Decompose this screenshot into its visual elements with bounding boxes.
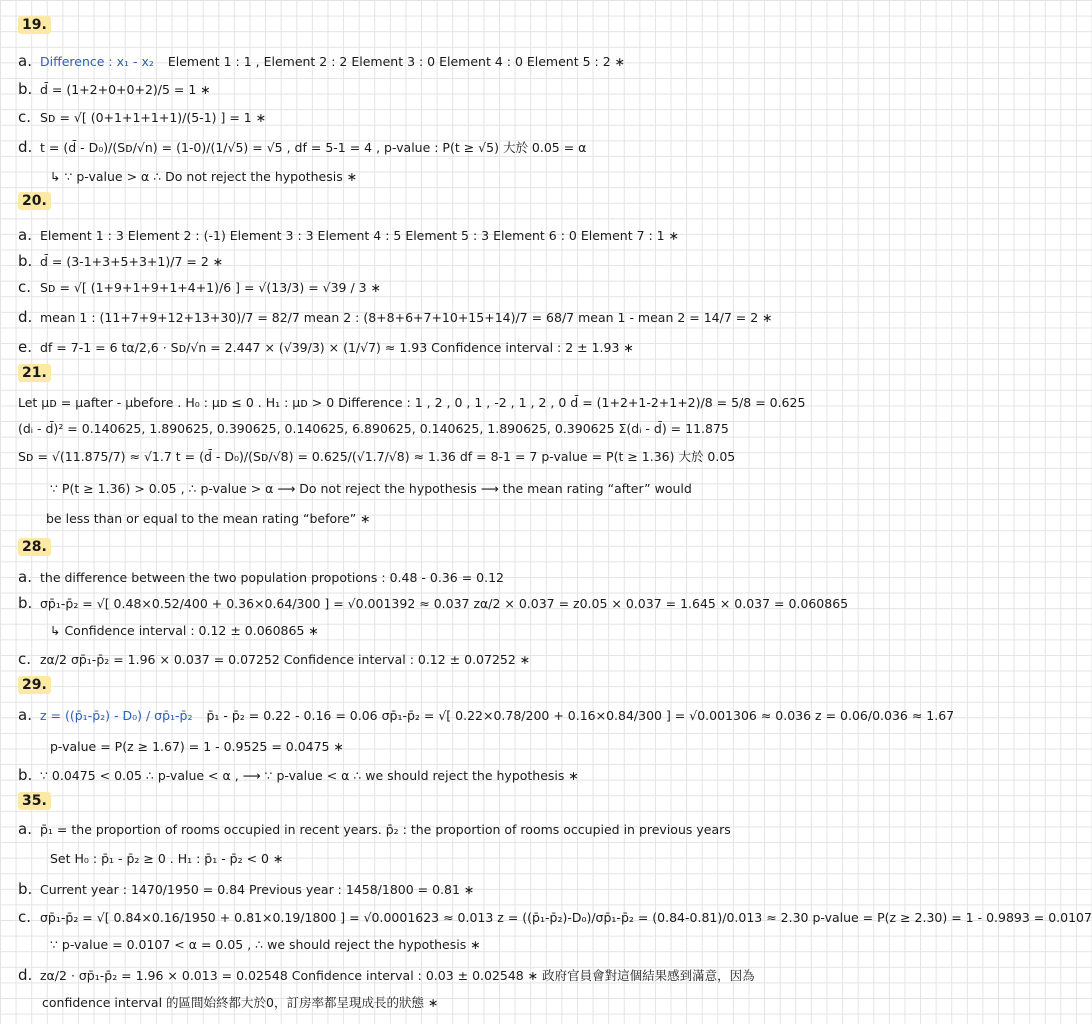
- q35-a-note: [18, 850, 762, 868]
- item-letter: c.: [18, 650, 32, 668]
- q28-a: [18, 568, 762, 587]
- q29-header: [18, 676, 762, 694]
- question-number: 35.: [18, 792, 51, 810]
- item-letter: c.: [18, 108, 32, 126]
- p-value-text: p-value = P(z ≥ 1.67) = 1 - 0.9525 = 0.0475 ∗: [50, 739, 344, 754]
- item-letter: c.: [18, 908, 32, 926]
- q28-b-note: [18, 622, 762, 640]
- item-letter: a.: [18, 52, 32, 70]
- q20-d: [18, 308, 773, 327]
- item-letter: a.: [18, 568, 32, 586]
- item-text: be less than or equal to the mean rating “before” ∗: [46, 511, 371, 526]
- item-text: Let μᴅ = μafter - μbefore . H₀ : μᴅ ≤ 0 . H₁ : μᴅ > 0 Difference : 1 , 2 , 0 , 1 , -2 , 1 , 2 , 0 d̄ = (1+2+1-2+1+2)/8 = 5/8 = 0.625: [18, 395, 806, 410]
- q28-header: [18, 538, 762, 556]
- q20-header: [18, 192, 762, 210]
- question-number: 28.: [18, 538, 51, 556]
- q21-line4: [18, 480, 762, 498]
- q35-d: [18, 966, 762, 985]
- item-letter: d.: [18, 138, 33, 156]
- hypothesis-text: Set H₀ : p̄₁ - p̄₂ ≥ 0 . H₁ : p̄₁ - p̄₂ < 0 ∗: [50, 851, 284, 866]
- q20-e: [18, 338, 762, 357]
- conclusion-text: confidence interval 的區間始終都大於0，訂房率都呈現成長的狀態 ∗: [42, 995, 439, 1010]
- q35-c: [18, 908, 1092, 927]
- difference-label: Difference : x₁ - x₂: [40, 54, 154, 69]
- item-letter: a.: [18, 226, 32, 244]
- item-text: Sᴅ = √(11.875/7) ≈ √1.7 t = (d̄ - D₀)/(Sᴅ/√8) = 0.625/(√1.7/√8) ≈ 1.36 df = 8-1 = 7 p-value = P(t ≥ 1.36) 大於 0.05: [18, 449, 736, 464]
- item-text: df = 7-1 = 6 tα/2,6 · Sᴅ/√n = 2.447 × (√39/3) × (1/√7) ≈ 1.93 Confidence interval : 2 ± 1.93 ∗: [40, 340, 634, 355]
- item-letter: d.: [18, 966, 33, 984]
- q35-a: [18, 820, 762, 839]
- question-number: 29.: [18, 676, 51, 694]
- item-text: d̄ = (3-1+3+5+3+1)/7 = 2 ∗: [40, 254, 224, 269]
- item-text: mean 1 : (11+7+9+12+13+30)/7 = 82/7 mean 2 : (8+8+6+7+10+15+14)/7 = 68/7 mean 1 - mean 2 = 14/7 = 2 ∗: [40, 310, 773, 325]
- q19-header: [18, 16, 762, 34]
- q35-c-note: [18, 936, 762, 954]
- item-letter: b.: [18, 766, 33, 784]
- q20-a: [18, 226, 762, 245]
- item-text: σp̄₁-p̄₂ = √[ 0.48×0.52/400 + 0.36×0.64/300 ] = √0.001392 ≈ 0.037 zα/2 × 0.037 = z0.05 × 0.037 = 1.645 × 0.037 = 0.060865: [40, 596, 849, 611]
- item-text: t = (d̄ - D₀)/(Sᴅ/√n) = (1-0)/(1/√5) = √5 , df = 5-1 = 4 , p-value : P(t ≥ √5) 大於 0.05 = α: [40, 140, 587, 155]
- q20-b: [18, 252, 762, 271]
- q19-c: [18, 108, 762, 127]
- item-letter: d.: [18, 308, 33, 326]
- question-number: 20.: [18, 192, 51, 210]
- q21-header: [18, 364, 762, 382]
- q21-line3: [18, 448, 762, 466]
- q19-a: [18, 52, 762, 71]
- q35-d-note: [42, 994, 762, 1012]
- item-text: ∵ 0.0475 < 0.05 ∴ p-value < α , ⟶ ∵ p-value < α ∴ we should reject the hypothesis ∗: [40, 768, 579, 783]
- item-text: p̄₁ - p̄₂ = 0.22 - 0.16 = 0.06 σp̄₁-p̄₂ = √[ 0.22×0.78/200 + 0.16×0.84/300 ] = √0.001306 ≈ 0.036 z = 0.06/0.036 ≈ 1.67: [206, 708, 955, 723]
- item-text: Current year : 1470/1950 = 0.84 Previous year : 1458/1800 = 0.81 ∗: [40, 882, 475, 897]
- q21-line2: [18, 420, 762, 438]
- question-number: 19.: [18, 16, 51, 34]
- elements-text: Element 1 : 1 , Element 2 : 2 Element 3 : 0 Element 4 : 0 Element 5 : 2 ∗: [167, 54, 626, 69]
- item-letter: a.: [18, 706, 32, 724]
- item-text: Sᴅ = √[ (0+1+1+1+1)/(5-1) ] = 1 ∗: [40, 110, 267, 125]
- item-letter: b.: [18, 80, 33, 98]
- z-formula: z = ((p̄₁-p̄₂) - D₀) / σp̄₁-p̄₂: [40, 708, 193, 723]
- item-letter: b.: [18, 594, 33, 612]
- q19-b: [18, 80, 762, 99]
- q29-b: [18, 766, 762, 785]
- item-text: Element 1 : 3 Element 2 : (-1) Element 3 : 3 Element 4 : 5 Element 5 : 3 Element 6 : 0 Element 7 : 1 ∗: [40, 228, 680, 243]
- conclusion-text: ∵ p-value = 0.0107 < α = 0.05 , ∴ we should reject the hypothesis ∗: [50, 937, 481, 952]
- q19-d-note: [18, 168, 762, 186]
- question-number: 21.: [18, 364, 51, 382]
- q35-header: [18, 792, 762, 810]
- item-text: zα/2 · σp̄₁-p̄₂ = 1.96 × 0.013 = 0.02548 Confidence interval : 0.03 ± 0.02548 ∗ 政府官員會對這個結果感到滿意，因為: [40, 968, 755, 983]
- q35-b: [18, 880, 762, 899]
- item-text: σp̄₁-p̄₂ = √[ 0.84×0.16/1950 + 0.81×0.19/1800 ] = √0.0001623 ≈ 0.013 z = ((p̄₁-p̄₂)-D₀)/σp̄₁-p̄₂ = (0.84-0.81)/0.013 ≈ 2.30 p-value = P(z ≥ 2.30) = 1 - 0.9893 = 0.0107: [40, 910, 1092, 925]
- q21-line5: [46, 510, 762, 528]
- q19-d: [18, 138, 762, 157]
- q29-a: [18, 706, 955, 725]
- item-letter: b.: [18, 252, 33, 270]
- conclusion-text: ↳ Confidence interval : 0.12 ± 0.060865 ∗: [50, 623, 319, 638]
- conclusion-text: ↳ ∵ p-value > α ∴ Do not reject the hypothesis ∗: [50, 169, 358, 184]
- item-letter: a.: [18, 820, 32, 838]
- item-text: d̄ = (1+2+0+0+2)/5 = 1 ∗: [40, 82, 211, 97]
- item-text: the difference between the two population propotions : 0.48 - 0.36 = 0.12: [40, 570, 504, 585]
- item-text: zα/2 σp̄₁-p̄₂ = 1.96 × 0.037 = 0.07252 Confidence interval : 0.12 ± 0.07252 ∗: [40, 652, 531, 667]
- item-text: Sᴅ = √[ (1+9+1+9+1+4+1)/6 ] = √(13/3) = √39 / 3 ∗: [40, 280, 382, 295]
- item-text: p̄₁ = the proportion of rooms occupied in recent years. p̄₂ : the proportion of rooms occupied in previous years: [40, 822, 731, 837]
- item-letter: b.: [18, 880, 33, 898]
- item-letter: e.: [18, 338, 32, 356]
- q21-line1: [18, 394, 806, 412]
- q20-c: [18, 278, 762, 297]
- item-letter: c.: [18, 278, 32, 296]
- item-text: (dᵢ - d̄)² = 0.140625, 1.890625, 0.390625, 0.140625, 6.890625, 0.140625, 1.890625, 0.390625 Σ(dᵢ - d̄) = 11.875: [18, 421, 729, 436]
- q29-a-note: [18, 738, 762, 756]
- q28-c: [18, 650, 762, 669]
- item-text: ∵ P(t ≥ 1.36) > 0.05 , ∴ p-value > α ⟶ Do not reject the hypothesis ⟶ the mean rating “after” would: [50, 481, 692, 496]
- q28-b: [18, 594, 849, 613]
